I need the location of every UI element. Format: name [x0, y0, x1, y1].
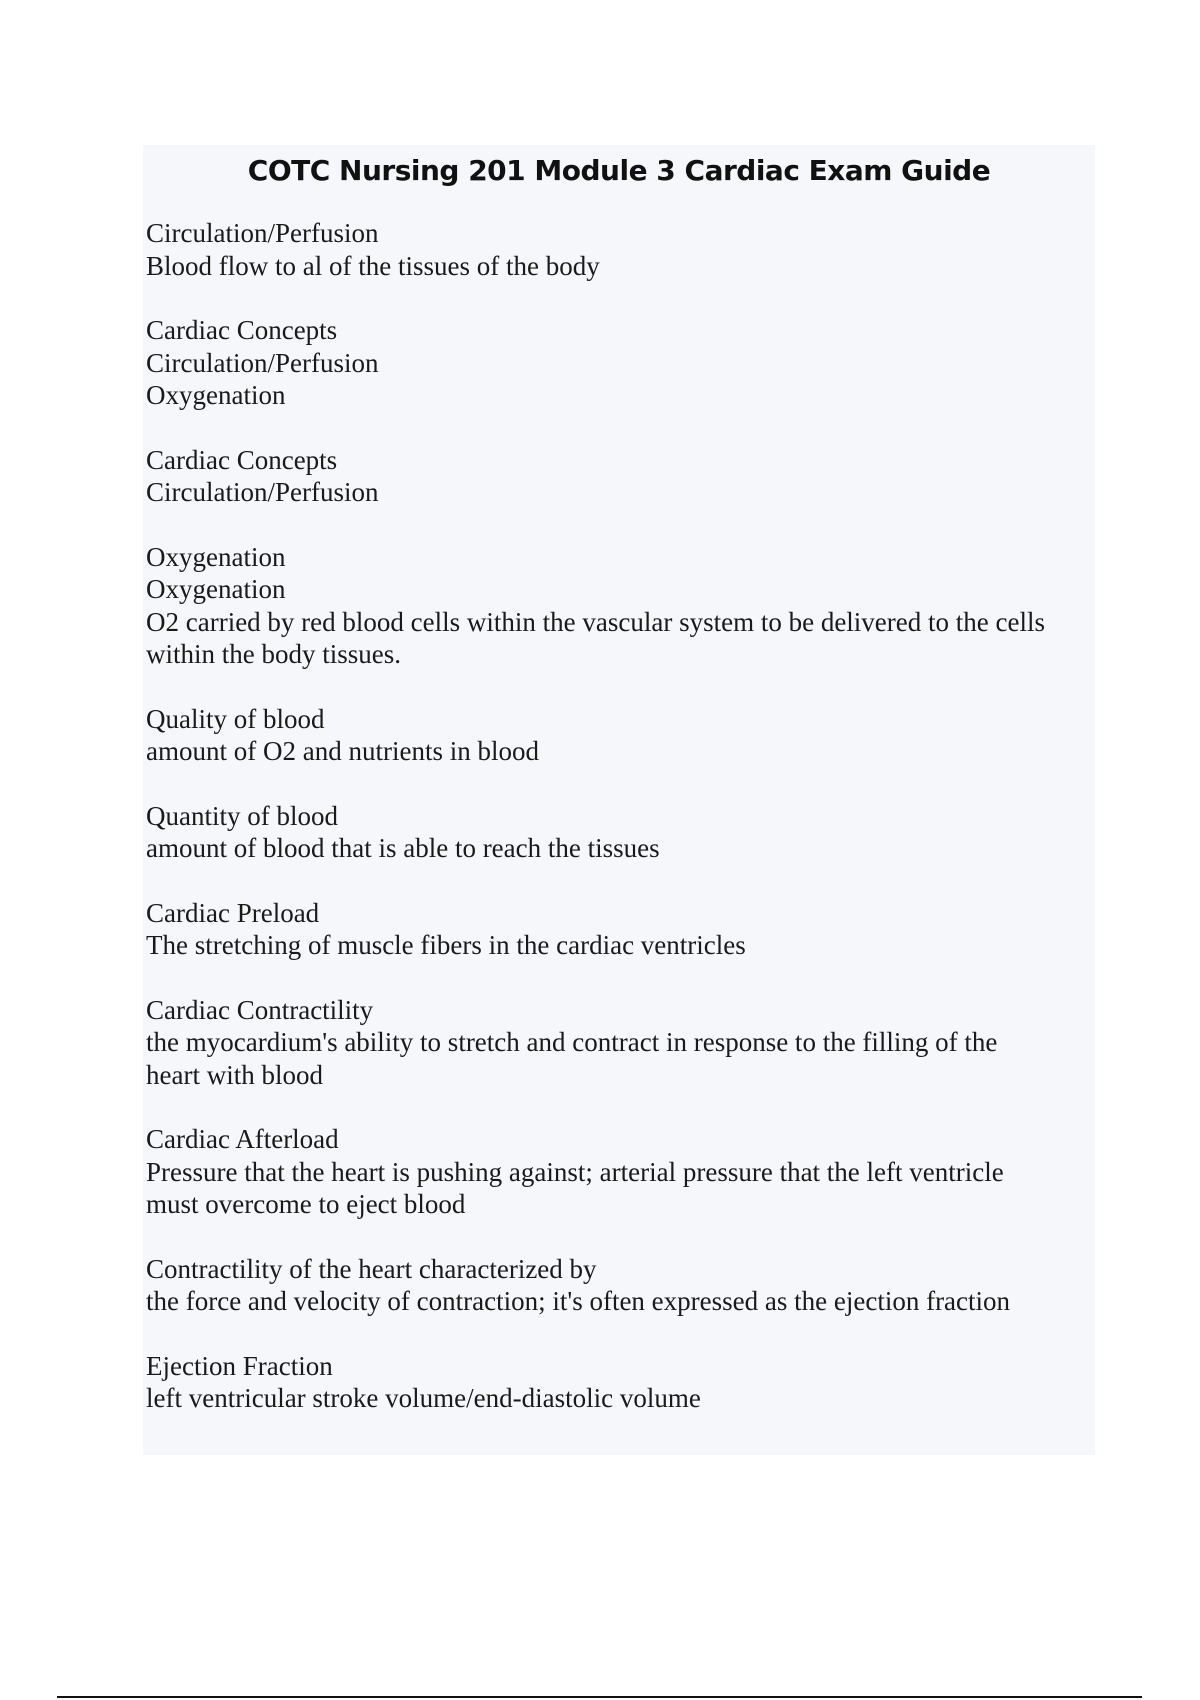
entry-circulation-perfusion — [146, 217, 1091, 282]
entry-definition: Blood flow to al of the tissues of the body — [146, 250, 600, 281]
entry-term: Ejection Fraction — [146, 1350, 333, 1381]
entry-term: Contractility of the heart characterized by — [146, 1253, 597, 1284]
entry-term: Cardiac Preload — [146, 897, 320, 928]
entry-definition: Circulation/Perfusion — [146, 477, 379, 507]
entry-definition: Circulation/Perfusion — [146, 347, 379, 378]
entry-definition: Oxygenation — [146, 380, 286, 410]
entry-definition: heart with blood — [146, 1059, 323, 1090]
entry-cardiac-preload — [146, 897, 1091, 962]
entry-ejection-fraction — [146, 1350, 1091, 1415]
entry-definition: Oxygenation — [146, 574, 286, 604]
entry-definition: amount of blood that is able to reach the tissues — [146, 833, 660, 863]
entry-definition: left ventricular stroke volume/end-diastolic volume — [146, 1383, 701, 1413]
entry-cardiac-afterload — [146, 1123, 1091, 1221]
entry-term: Quantity of blood — [146, 800, 338, 831]
entry-definition: amount of O2 and nutrients in blood — [146, 736, 539, 766]
page-bottom-rule — [57, 1696, 1142, 1698]
entry-definition: O2 carried by red blood cells within the vascular system to be delivered to the cells — [146, 606, 1045, 637]
entry-definition: must overcome to eject blood — [146, 1189, 466, 1219]
entry-quality-of-blood — [146, 703, 1091, 768]
entry-definition: The stretching of muscle fibers in the cardiac ventricles — [146, 930, 746, 960]
entry-definition: the force and velocity of contraction; it's often expressed as the ejection fraction — [146, 1286, 1011, 1316]
document-panel — [143, 145, 1095, 1455]
entry-cardiac-contractility — [146, 994, 1091, 1092]
entry-quantity-of-blood — [146, 800, 1091, 865]
entry-term: Circulation/Perfusion — [146, 218, 379, 248]
entry-definition: the myocardium's ability to stretch and contract in response to the filling of the — [146, 1027, 998, 1057]
entry-definition: Pressure that the heart is pushing against; arterial pressure that the left ventricle — [146, 1156, 1004, 1187]
entry-term: Cardiac Concepts — [146, 315, 338, 345]
entry-term: Cardiac Contractility — [146, 994, 374, 1025]
entry-oxygenation — [146, 541, 1091, 671]
document-title: COTC Nursing 201 Module 3 Cardiac Exam Guide — [247, 154, 991, 187]
entry-term: Quality of blood — [146, 703, 325, 734]
entry-cardiac-concepts-1 — [146, 314, 1091, 412]
entry-term: Cardiac Concepts — [146, 444, 338, 475]
document-content — [146, 217, 1091, 1447]
entry-contractility-characterized — [146, 1253, 1091, 1318]
entry-cardiac-concepts-2 — [146, 444, 1091, 509]
entry-definition: within the body tissues. — [146, 639, 401, 669]
entry-term: Cardiac Afterload — [146, 1124, 339, 1154]
entry-term: Oxygenation — [146, 541, 286, 572]
